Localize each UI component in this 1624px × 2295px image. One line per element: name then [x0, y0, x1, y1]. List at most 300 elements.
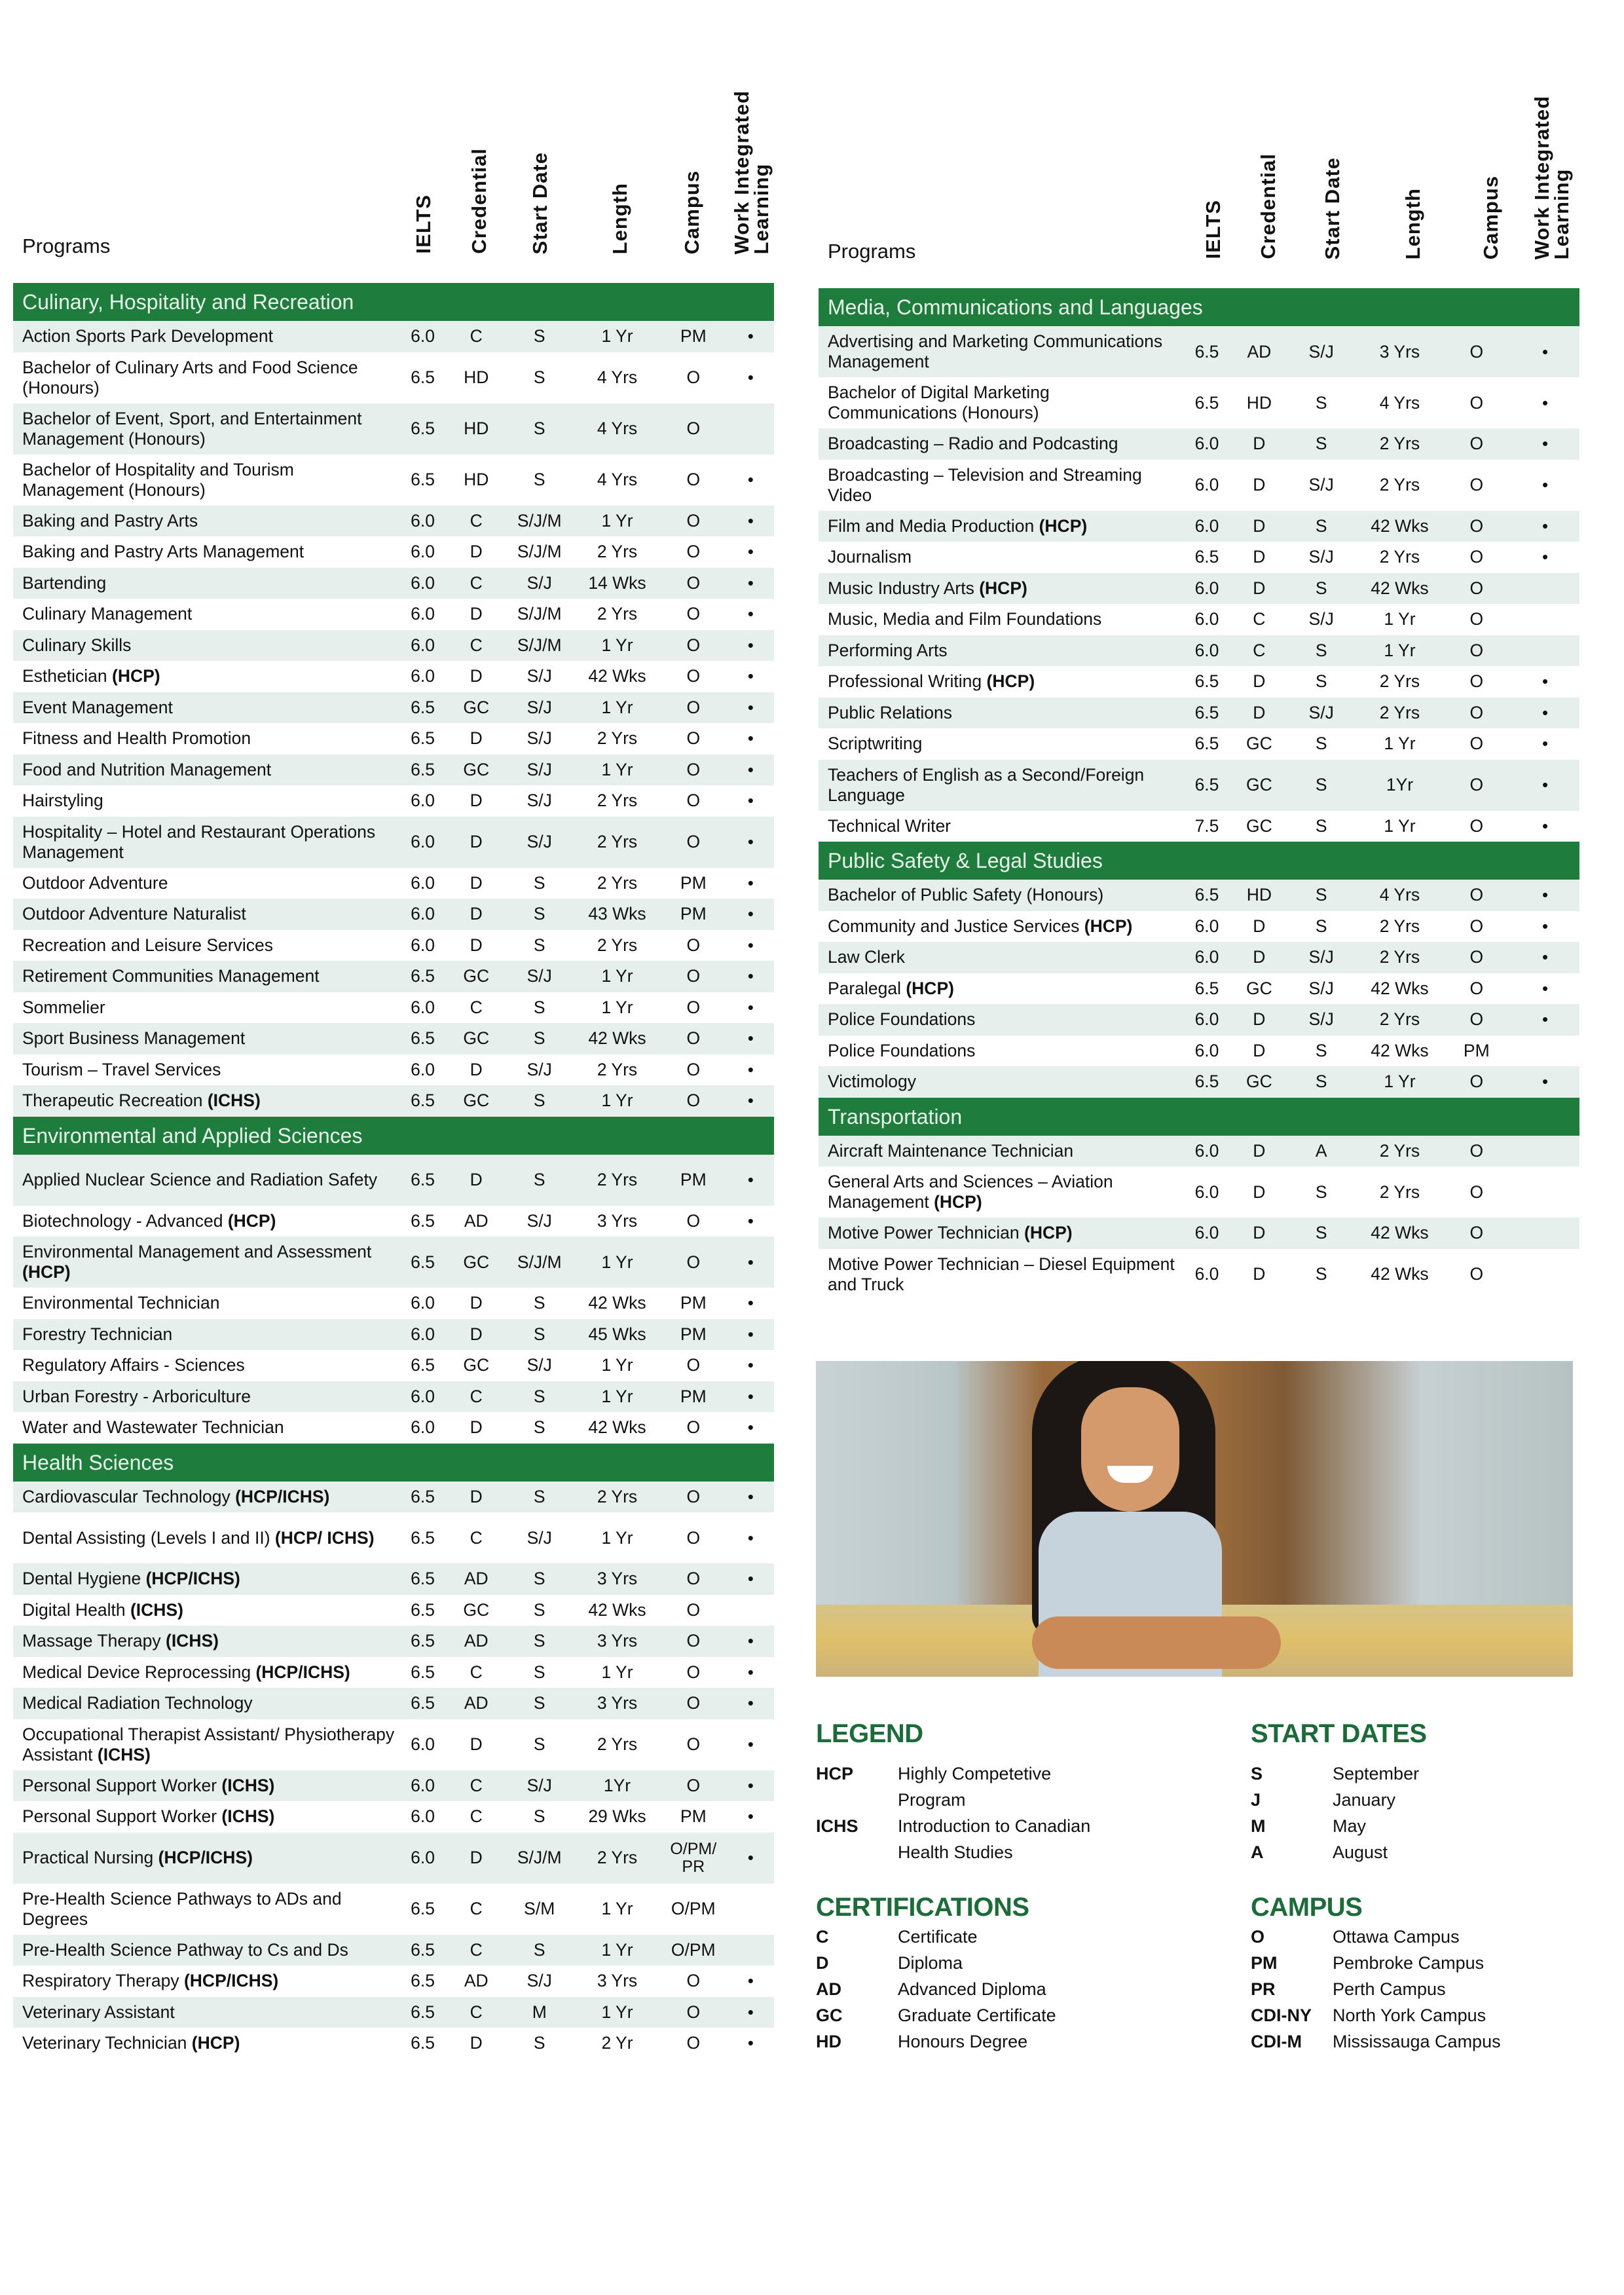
program-row [13, 899, 774, 930]
length: 1 Yr [601, 326, 633, 346]
program-row [13, 1966, 774, 1997]
wil-indicator: • [747, 832, 754, 851]
credential: HD [464, 470, 489, 489]
campus: O [686, 1252, 701, 1272]
length: 1Yr [1386, 775, 1414, 794]
wil-indicator: • [747, 510, 754, 531]
wil-indicator: • [747, 542, 754, 562]
legend-title: LEGEND [816, 1719, 923, 1748]
program-tag: (HCP/ICHS) [235, 1486, 330, 1506]
program-title: Journalism [828, 547, 912, 567]
length: 1 Yr [601, 997, 633, 1017]
program-title: Medical Device Reprocessing [22, 1662, 251, 1682]
start-date: S [1315, 1223, 1327, 1243]
program-row [819, 1066, 1579, 1098]
legend-item [1251, 2028, 1549, 2055]
program-title: Fitness and Health Promotion [22, 728, 251, 749]
start-date: S [533, 1386, 545, 1406]
wil-indicator: • [747, 2033, 754, 2053]
program-name [819, 609, 1181, 629]
program-row [13, 961, 774, 992]
program-row [13, 1350, 774, 1381]
campus: O [686, 1734, 701, 1754]
ielts-score: 6.0 [1194, 1264, 1219, 1284]
program-title: Esthetician [22, 666, 107, 686]
program-title: Professional Writing [828, 671, 982, 692]
ielts-score: 6.0 [411, 604, 435, 624]
start-date: S/J [526, 759, 552, 779]
campus: O [686, 997, 701, 1017]
campus: O [686, 510, 701, 531]
credential: D [470, 2033, 483, 2053]
program-name [819, 916, 1181, 937]
length: 3 Yrs [597, 1971, 638, 1991]
legend-value: Ottawa Campus [1333, 1927, 1460, 1947]
program-title: Massage Therapy [22, 1631, 161, 1651]
ielts-score: 6.5 [1194, 1072, 1219, 1092]
program-row [819, 604, 1579, 635]
wil-indicator: • [747, 1028, 754, 1049]
ielts-score: 6.0 [1194, 916, 1219, 936]
legend-value: Honours Degree [898, 2032, 1028, 2051]
credential: GC [463, 966, 490, 986]
program-name [819, 578, 1181, 599]
wil-indicator: • [747, 1324, 754, 1344]
start-dates-title: START DATES [1251, 1719, 1427, 1748]
campus: O [686, 1775, 701, 1795]
legend-key: HD [816, 2032, 841, 2051]
program-row [13, 1319, 774, 1351]
campus-title: CAMPUS [1251, 1893, 1363, 1922]
credential: C [470, 510, 483, 531]
credential: C [470, 1939, 483, 1960]
program-name [13, 1889, 397, 1930]
start-date: S/J [526, 666, 552, 686]
start-date: S [1315, 1040, 1327, 1060]
ielts-score: 6.5 [411, 1939, 435, 1960]
campus: O [686, 419, 701, 438]
program-row [13, 2028, 774, 2059]
ielts-score: 6.0 [1194, 578, 1219, 598]
ielts-score: 6.5 [411, 728, 435, 749]
wil-indicator: • [747, 1293, 754, 1313]
ielts-score: 6.0 [411, 635, 435, 655]
program-name [13, 1848, 397, 1868]
credential: D [1253, 1182, 1266, 1202]
legend-value: Graduate Certificate [898, 2006, 1056, 2025]
program-row [13, 1595, 774, 1626]
start-date: S/J [1308, 947, 1334, 967]
length: 2 Yrs [597, 1059, 638, 1079]
program-row [13, 403, 774, 455]
program-row [819, 326, 1579, 377]
ielts-score: 6.0 [411, 1775, 435, 1795]
program-name [13, 2002, 397, 2023]
program-row [13, 1512, 774, 1563]
program-row [819, 1218, 1579, 1249]
wil-indicator: • [747, 367, 754, 387]
start-date: S/J/M [517, 635, 562, 655]
ielts-score: 6.0 [411, 1848, 435, 1867]
program-row [819, 635, 1579, 667]
ielts-score: 6.0 [1194, 1140, 1219, 1161]
credential: C [470, 1386, 483, 1406]
credential: D [1253, 547, 1266, 567]
program-name [819, 1041, 1181, 1061]
program-name [13, 760, 397, 780]
length: 1 Yr [601, 697, 633, 717]
credential: D [1253, 1264, 1266, 1284]
programs-table-left [13, 0, 774, 2059]
length: 1 Yr [1384, 734, 1416, 754]
legend-key: ICHS [816, 1816, 858, 1836]
credential: D [470, 832, 483, 851]
legend-key [816, 1787, 898, 1813]
program-name [819, 979, 1181, 999]
length: 1 Yr [1384, 609, 1416, 629]
legend-key: PM [1251, 1953, 1278, 1973]
length: 2 Yrs [597, 791, 638, 811]
program-title: Hairstyling [22, 791, 103, 811]
credential: GC [463, 697, 490, 717]
program-name [13, 1693, 397, 1713]
campus: O [686, 966, 701, 986]
ielts-score: 6.0 [411, 1386, 435, 1406]
length: 2 Yrs [597, 1170, 638, 1189]
start-date: S [533, 367, 545, 387]
campus: O [686, 1059, 701, 1079]
legend-item [1251, 1976, 1549, 2002]
program-name [13, 1662, 397, 1683]
length: 42 Wks [1371, 515, 1429, 536]
program-title: Music, Media and Film Foundations [828, 609, 1102, 629]
program-name [819, 765, 1181, 806]
wil-indicator: • [747, 1210, 754, 1231]
length: 2 Yrs [597, 542, 638, 562]
program-name [13, 1776, 397, 1796]
program-row [13, 455, 774, 506]
ielts-score: 6.0 [1194, 434, 1219, 454]
program-title: Pre-Health Science Pathways to ADs and Degrees [22, 1888, 342, 1929]
ielts-score: 6.0 [411, 1059, 435, 1079]
legend-key: A [1251, 1842, 1264, 1862]
program-name [13, 1487, 397, 1507]
program-row [819, 511, 1579, 542]
program-row [13, 1626, 774, 1657]
wil-indicator: • [747, 1848, 754, 1867]
ielts-score: 6.0 [411, 997, 435, 1017]
wil-indicator: • [747, 1386, 754, 1406]
legend-item [816, 1924, 1114, 1950]
campus: O/PM [671, 1939, 716, 1960]
start-date: S/J [1308, 475, 1334, 494]
length: 2 Yrs [597, 1734, 638, 1754]
ielts-score: 6.0 [411, 872, 435, 893]
campus: O [686, 635, 701, 655]
program-name [13, 358, 397, 398]
credential: C [470, 2002, 483, 2022]
ielts-score: 6.0 [411, 1293, 435, 1313]
length: 1 Yr [601, 1252, 633, 1272]
campus: O [1469, 392, 1484, 413]
program-tag: (HCP) [22, 1262, 71, 1282]
program-row [13, 630, 774, 662]
program-tag: (HCP) [227, 1210, 276, 1231]
program-title: Environmental Management and Assessment [22, 1242, 372, 1261]
program-title: Bartending [22, 572, 107, 593]
program-title: Therapeutic Recreation [22, 1091, 203, 1111]
start-date: S/J [1308, 978, 1334, 998]
program-name [13, 1355, 397, 1375]
start-date: S [1315, 916, 1327, 936]
credential: D [470, 872, 483, 893]
wil-column-header: Work Integrated Learning [1530, 95, 1573, 259]
length: 1Yr [603, 1775, 631, 1795]
campus-column-header: Campus [1479, 175, 1502, 259]
wil-indicator: • [747, 759, 754, 779]
ielts-score: 6.5 [1194, 978, 1219, 998]
credential: D [470, 1734, 483, 1754]
start-dates-section [1251, 1719, 1549, 1865]
length: 2 Yr [601, 2033, 633, 2053]
campus: O [686, 1599, 701, 1620]
program-title: Teachers of English as a Second/Foreign Language [828, 764, 1145, 805]
program-name [13, 904, 397, 924]
start-date: S/J/M [517, 510, 562, 531]
program-name [13, 573, 397, 593]
program-name [13, 542, 397, 562]
length: 2 Yrs [597, 935, 638, 955]
wil-indicator: • [747, 791, 754, 811]
campus: O [1469, 947, 1484, 967]
length: 2 Yrs [597, 1848, 638, 1867]
program-title: Film and Media Production [828, 515, 1035, 536]
credential: AD [464, 1210, 489, 1231]
length: 2 Yrs [1379, 947, 1420, 967]
programs-column-header: Programs [828, 240, 916, 263]
length: 43 Wks [588, 904, 646, 924]
wil-indicator: • [747, 1170, 754, 1189]
program-title: Sommelier [22, 997, 105, 1017]
length: 2 Yrs [1379, 1182, 1420, 1202]
legend-item [1251, 1761, 1549, 1787]
start-date: S/J [1308, 1009, 1334, 1030]
legend-item [1251, 2002, 1549, 2028]
program-row [13, 1563, 774, 1595]
ielts-score: 6.5 [411, 697, 435, 717]
legend-key: AD [816, 1979, 841, 1999]
credential: D [1253, 515, 1266, 536]
length: 1 Yr [601, 1899, 633, 1918]
student-photo [816, 1361, 1573, 1677]
campus: O [1469, 978, 1484, 998]
legend-key: GC [816, 2006, 843, 2025]
program-row [13, 536, 774, 568]
wil-indicator: • [747, 1631, 754, 1651]
start-date: S [1315, 515, 1327, 536]
wil-indicator: • [747, 1252, 754, 1272]
credential: C [470, 1775, 483, 1795]
legend-value: September [1333, 1764, 1420, 1783]
legend-value: North York Campus [1333, 2006, 1486, 2025]
length: 42 Wks [1371, 1264, 1429, 1284]
program-title: Broadcasting – Radio and Podcasting [828, 434, 1118, 454]
program-name [819, 331, 1181, 372]
ielts-score: 6.5 [411, 470, 435, 489]
section-header: Health Sciences [13, 1444, 774, 1482]
campus: O [1469, 671, 1484, 692]
credential: C [470, 1806, 483, 1827]
ielts-score: 6.5 [411, 1486, 435, 1506]
program-title: Bachelor of Digital Marketing Communications (Honours) [828, 382, 1050, 422]
campus: PM [680, 904, 707, 924]
start-date: S/M [524, 1899, 555, 1918]
program-name [13, 326, 397, 346]
length: 1 Yr [601, 635, 633, 655]
start-date: S/J/M [517, 1252, 562, 1272]
credential-column-header: Credential [468, 148, 490, 254]
start-date: S/J [526, 572, 552, 593]
program-title: Victimology [828, 1072, 917, 1092]
ielts-score: 6.5 [411, 1170, 435, 1189]
program-name [13, 635, 397, 656]
credential: AD [464, 1569, 489, 1589]
program-name [13, 511, 397, 531]
legend-value: May [1333, 1816, 1367, 1836]
campus: O [1469, 609, 1484, 629]
campus: O [1469, 1223, 1484, 1243]
length: 1 Yr [601, 966, 633, 986]
ielts-score: 6.5 [411, 2033, 435, 2053]
length: 42 Wks [588, 1028, 646, 1049]
program-title: Tourism – Travel Services [22, 1059, 221, 1079]
program-row [819, 973, 1579, 1005]
program-row [819, 542, 1579, 573]
ielts-score: 6.5 [1194, 392, 1219, 413]
start-date: S/J/M [517, 604, 562, 624]
legend-value: Health Studies [898, 1842, 1013, 1862]
program-title: Forestry Technician [22, 1324, 173, 1344]
program-row [13, 1833, 774, 1884]
start-date: S [533, 1693, 545, 1713]
program-title: Dental Hygiene [22, 1569, 141, 1589]
start-date: S/J [526, 728, 552, 749]
wil-indicator: • [747, 470, 754, 489]
program-name [13, 1631, 397, 1651]
ielts-score: 6.0 [1194, 609, 1219, 629]
length: 1 Yr [601, 1091, 633, 1111]
start-date: S [533, 1569, 545, 1589]
legend-key: D [816, 1953, 829, 1973]
program-row [13, 661, 774, 692]
program-tag: (HCP/ICHS) [255, 1662, 350, 1682]
campus: O [1469, 578, 1484, 598]
program-row [819, 911, 1579, 942]
wil-indicator: • [1542, 341, 1549, 362]
program-tag: (ICHS) [207, 1091, 261, 1111]
start-date: S [1315, 885, 1327, 905]
start-date: S/J [526, 1355, 552, 1375]
program-name [13, 1806, 397, 1827]
legend-key: CDI-NY [1251, 2006, 1312, 2025]
program-tag: (ICHS) [221, 1775, 275, 1795]
program-row [13, 568, 774, 599]
program-name [13, 2033, 397, 2053]
start-date: S/J [1308, 341, 1334, 362]
start-date: S [533, 2033, 545, 2053]
legend-item [816, 1761, 1114, 1787]
campus: O [1469, 916, 1484, 936]
program-title: Occupational Therapist Assistant/ Physiotherapy Assistant [22, 1724, 395, 1764]
campus: PM [1463, 1040, 1490, 1060]
wil-indicator: • [1542, 916, 1549, 936]
program-title: Biotechnology - Advanced [22, 1210, 223, 1231]
program-tag: (ICHS) [221, 1806, 275, 1827]
program-name [13, 1725, 397, 1765]
wil-indicator: • [1542, 978, 1549, 998]
program-name [13, 1569, 397, 1589]
ielts-score: 6.0 [411, 1734, 435, 1754]
program-title: Law Clerk [828, 947, 905, 967]
credential: D [1253, 702, 1266, 722]
ielts-score: 6.0 [1194, 640, 1219, 660]
program-title: Music Industry Arts [828, 578, 974, 598]
length: 1 Yr [601, 1386, 633, 1406]
campus: PM [680, 326, 707, 346]
program-row [13, 1381, 774, 1413]
credential: D [470, 604, 483, 624]
program-row [13, 723, 774, 755]
legend-value: Diploma [898, 1953, 963, 1973]
start-date: S/J [526, 1775, 552, 1795]
program-title: Personal Support Worker [22, 1806, 217, 1827]
legend-key: PR [1251, 1979, 1276, 1999]
wil-indicator: • [747, 997, 754, 1017]
start-date: S [533, 1939, 545, 1960]
program-title: Respiratory Therapy [22, 1971, 179, 1991]
legend-item [1251, 1924, 1549, 1950]
legend-item [816, 1976, 1114, 2002]
ielts-score: 6.5 [411, 367, 435, 387]
credential: D [470, 542, 483, 562]
program-tag: (HCP) [1024, 1223, 1073, 1243]
program-tag: (HCP/ICHS) [183, 1971, 279, 1991]
program-name [13, 1091, 397, 1111]
program-name [13, 1971, 397, 1991]
length: 2 Yrs [597, 1486, 638, 1506]
wil-indicator: • [747, 604, 754, 624]
legend-item [1251, 1787, 1549, 1813]
wil-indicator: • [747, 635, 754, 655]
start-date: S [533, 1734, 545, 1754]
length: 2 Yrs [1379, 671, 1420, 692]
campus: O [686, 832, 701, 851]
certifications-title: CERTIFICATIONS [816, 1893, 1029, 1922]
credential: GC [463, 1091, 490, 1111]
length: 42 Wks [1371, 578, 1429, 598]
program-title: Environmental Technician [22, 1293, 220, 1313]
length: 2 Yrs [1379, 547, 1420, 567]
program-title: Culinary Skills [22, 635, 132, 655]
campus: O [1469, 1140, 1484, 1161]
credential: D [470, 1170, 483, 1189]
start-date: S/J [526, 1210, 552, 1231]
length: 2 Yrs [1379, 916, 1420, 936]
program-row [13, 599, 774, 630]
program-row [13, 1288, 774, 1319]
wil-column-header: Work Integrated Learning [730, 90, 773, 254]
program-title: Scriptwriting [828, 734, 923, 754]
